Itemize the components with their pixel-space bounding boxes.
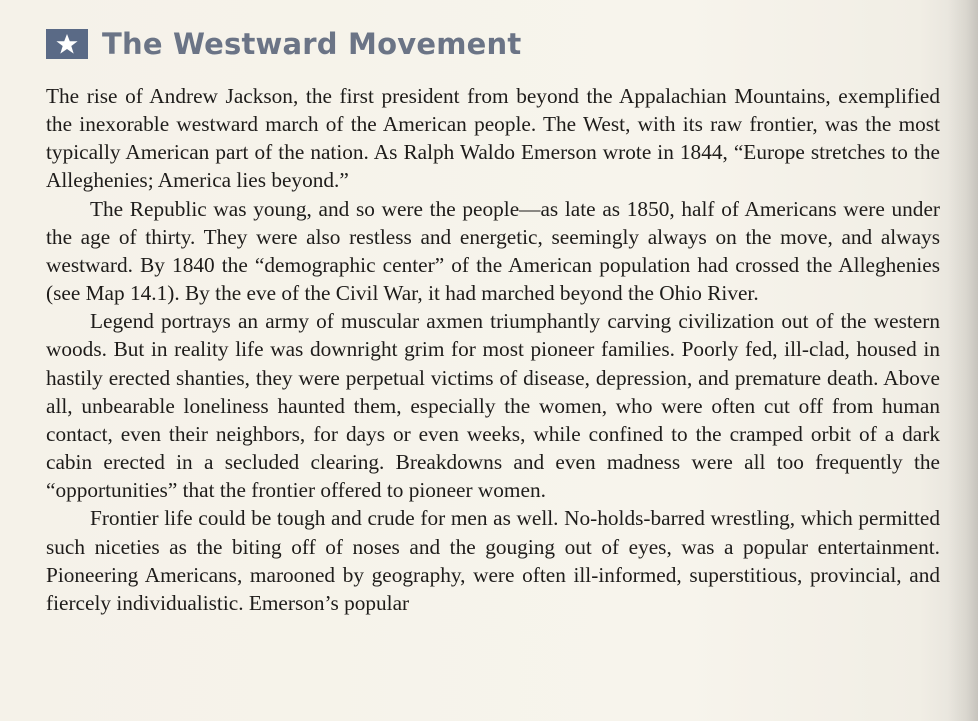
paragraph-2: The Republic was young, and so were the people—as late as 1850, half of Americans were under the age of thirty. They were also restless and energetic, seemingly always on the move, and always westward. By 1840 the “demographic center” of the American population had crossed the Alleghenies (see Map 14.1). By the eve of the Civil War, it had marched beyond the Ohio River. <box>46 196 940 306</box>
paragraph-4: Frontier life could be tough and crude for men as well. No-holds-barred wrestling, which permitted such niceties as the biting off of noses and the gouging out of eyes, was a popular entertainment. Pioneering Americans, marooned by geography, were often ill-informed, superstitious, provincial, and fiercely individualistic. Emerson’s popular <box>46 506 940 615</box>
section-heading <box>46 24 521 64</box>
paragraph-3: Legend portrays an army of muscular axmen triumphantly carving civilization out of the western woods. But in reality life was downright grim for most pioneer families. Poorly fed, ill-clad, housed in hastily erected shanties, they were perpetual victims of disease, depression, and premature death. Above all, unbearable loneliness haunted them, especially the women, who were often cut off from human contact, even their neighbors, for days or even weeks, while confined to the cramped orbit of a dark cabin erected in a secluded clearing. Breakdowns and even madness were all too frequently the “opportunities” that the frontier offered to pioneer women. <box>46 309 940 503</box>
section-title: The Westward Movement <box>102 27 522 61</box>
body-text <box>46 82 940 617</box>
star-icon <box>46 29 88 59</box>
page-edge-shadow <box>948 0 978 721</box>
paragraph-1: The rise of Andrew Jackson, the first president from beyond the Appalachian Mountains, exemplified the inexorable westward march of the American people. The West, with its raw frontier, was the most typically American part of the nation. As Ralph Waldo Emerson wrote in 1844, “Europe stretches to the Alleghenies; America lies beyond.” <box>46 84 940 193</box>
